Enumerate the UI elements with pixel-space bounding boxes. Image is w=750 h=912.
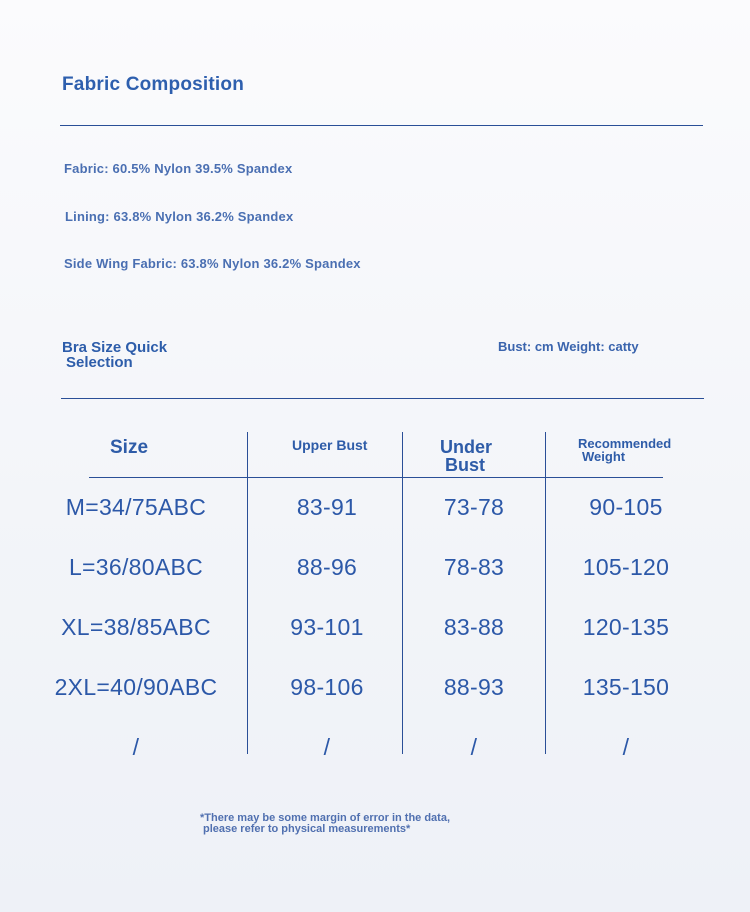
table-cell-size: 2XL=40/90ABC bbox=[54, 674, 218, 700]
divider bbox=[61, 398, 704, 399]
measurement-note bbox=[200, 813, 450, 835]
divider bbox=[60, 125, 703, 126]
table-cell-upper-bust: / bbox=[323, 734, 331, 760]
column-separator bbox=[402, 432, 403, 754]
table-cell-under-bust: / bbox=[470, 734, 478, 760]
measurement-note-line2: please refer to physical measurements* bbox=[203, 823, 411, 835]
fabric-composition-title: Fabric Composition bbox=[62, 74, 244, 95]
header-upper-bust: Upper Bust bbox=[292, 437, 368, 453]
header-size: Size bbox=[110, 437, 149, 458]
header-under-bust bbox=[440, 438, 492, 474]
table-cell-weight: 120-135 bbox=[582, 614, 670, 640]
header-weight-line2: Weight bbox=[582, 449, 626, 464]
fabric-line: Fabric: 60.5% Nylon 39.5% Spandex bbox=[64, 161, 293, 176]
column-separator bbox=[247, 432, 248, 754]
table-cell-weight: / bbox=[622, 734, 630, 760]
size-section-title bbox=[62, 340, 167, 370]
measurement-note-line1: *There may be some margin of error in the data, bbox=[200, 812, 451, 824]
table-cell-weight: 105-120 bbox=[582, 554, 670, 580]
size-section-title-line2: Selection bbox=[66, 354, 133, 371]
header-weight-line1: Recommended bbox=[578, 436, 672, 451]
side-wing-line: Side Wing Fabric: 63.8% Nylon 36.2% Spandex bbox=[64, 256, 361, 271]
table-cell-under-bust: 78-83 bbox=[443, 554, 505, 580]
table-cell-size: M=34/75ABC bbox=[65, 494, 207, 520]
table-cell-under-bust: 73-78 bbox=[443, 494, 505, 520]
table-cell-under-bust: 88-93 bbox=[443, 674, 505, 700]
table-cell-size: / bbox=[132, 734, 140, 760]
table-cell-weight: 90-105 bbox=[589, 494, 663, 520]
table-cell-under-bust: 83-88 bbox=[443, 614, 505, 640]
table-cell-upper-bust: 83-91 bbox=[296, 494, 358, 520]
table-cell-upper-bust: 88-96 bbox=[296, 554, 358, 580]
table-cell-upper-bust: 93-101 bbox=[290, 614, 364, 640]
header-recommended-weight bbox=[578, 437, 671, 463]
column-separator bbox=[545, 432, 546, 754]
table-cell-upper-bust: 98-106 bbox=[290, 674, 364, 700]
lining-line: Lining: 63.8% Nylon 36.2% Spandex bbox=[65, 209, 294, 224]
header-under-bust-line1: Under bbox=[440, 437, 493, 457]
table-cell-size: XL=38/85ABC bbox=[61, 614, 211, 640]
units-label: Bust: cm Weight: catty bbox=[498, 339, 639, 354]
table-cell-size: L=36/80ABC bbox=[68, 554, 204, 580]
table-cell-weight: 135-150 bbox=[582, 674, 670, 700]
size-section-title-line1: Bra Size Quick bbox=[62, 339, 168, 356]
header-underline bbox=[89, 477, 663, 478]
header-under-bust-line2: Bust bbox=[445, 455, 485, 475]
